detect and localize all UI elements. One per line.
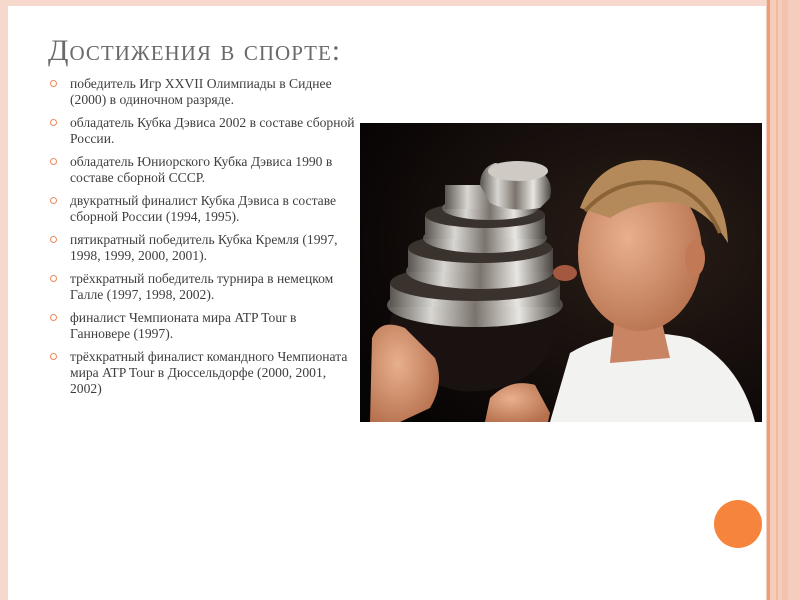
achievement-text: победитель Игр XXVII Олимпиады в Сиднее (2000) в одиночном разряде. bbox=[70, 76, 332, 107]
photo-illustration bbox=[360, 123, 762, 422]
achievement-text: пятикратный победитель Кубка Кремля (1997, 1998, 1999, 2000, 2001). bbox=[70, 232, 338, 263]
list-item bbox=[48, 310, 358, 342]
circle-bullet-icon bbox=[50, 353, 57, 360]
frame-top-border bbox=[0, 0, 800, 6]
decorative-orange-circle bbox=[714, 500, 762, 548]
slide-title: Достижения в спорте: bbox=[48, 34, 342, 67]
circle-bullet-icon bbox=[50, 236, 57, 243]
frame-right-stripe bbox=[782, 0, 788, 600]
frame-left-border bbox=[0, 0, 8, 600]
frame-right-stripe bbox=[767, 0, 770, 600]
circle-bullet-icon bbox=[50, 197, 57, 204]
list-item bbox=[48, 115, 358, 147]
achievement-text: двукратный финалист Кубка Дэвиса в составе сборной России (1994, 1995). bbox=[70, 193, 337, 224]
achievement-text: трёхкратный финалист командного Чемпионата мира ATP Tour в Дюссельдорфе (2000, 2001, 2002) bbox=[70, 349, 348, 396]
achievement-text: финалист Чемпионата мира ATP Tour в Ганновере (1997). bbox=[70, 310, 297, 341]
achievement-text: обладатель Кубка Дэвиса 2002 в составе сборной России. bbox=[70, 115, 355, 146]
list-item bbox=[48, 154, 358, 186]
circle-bullet-icon bbox=[50, 275, 57, 282]
achievements-list bbox=[48, 76, 358, 404]
athlete-with-trophy-photo bbox=[360, 123, 762, 422]
list-item bbox=[48, 232, 358, 264]
circle-bullet-icon bbox=[50, 314, 57, 321]
frame-right-stripe bbox=[776, 0, 778, 600]
circle-bullet-icon bbox=[50, 80, 57, 87]
circle-bullet-icon bbox=[50, 158, 57, 165]
achievement-text: обладатель Юниорского Кубка Дэвиса 1990 в составе сборной СССР. bbox=[70, 154, 333, 185]
list-item bbox=[48, 271, 358, 303]
list-item bbox=[48, 76, 358, 108]
list-item bbox=[48, 193, 358, 225]
circle-bullet-icon bbox=[50, 119, 57, 126]
achievement-text: трёхкратный победитель турнира в немецком Галле (1997, 1998, 2002). bbox=[70, 271, 334, 302]
list-item bbox=[48, 349, 358, 397]
